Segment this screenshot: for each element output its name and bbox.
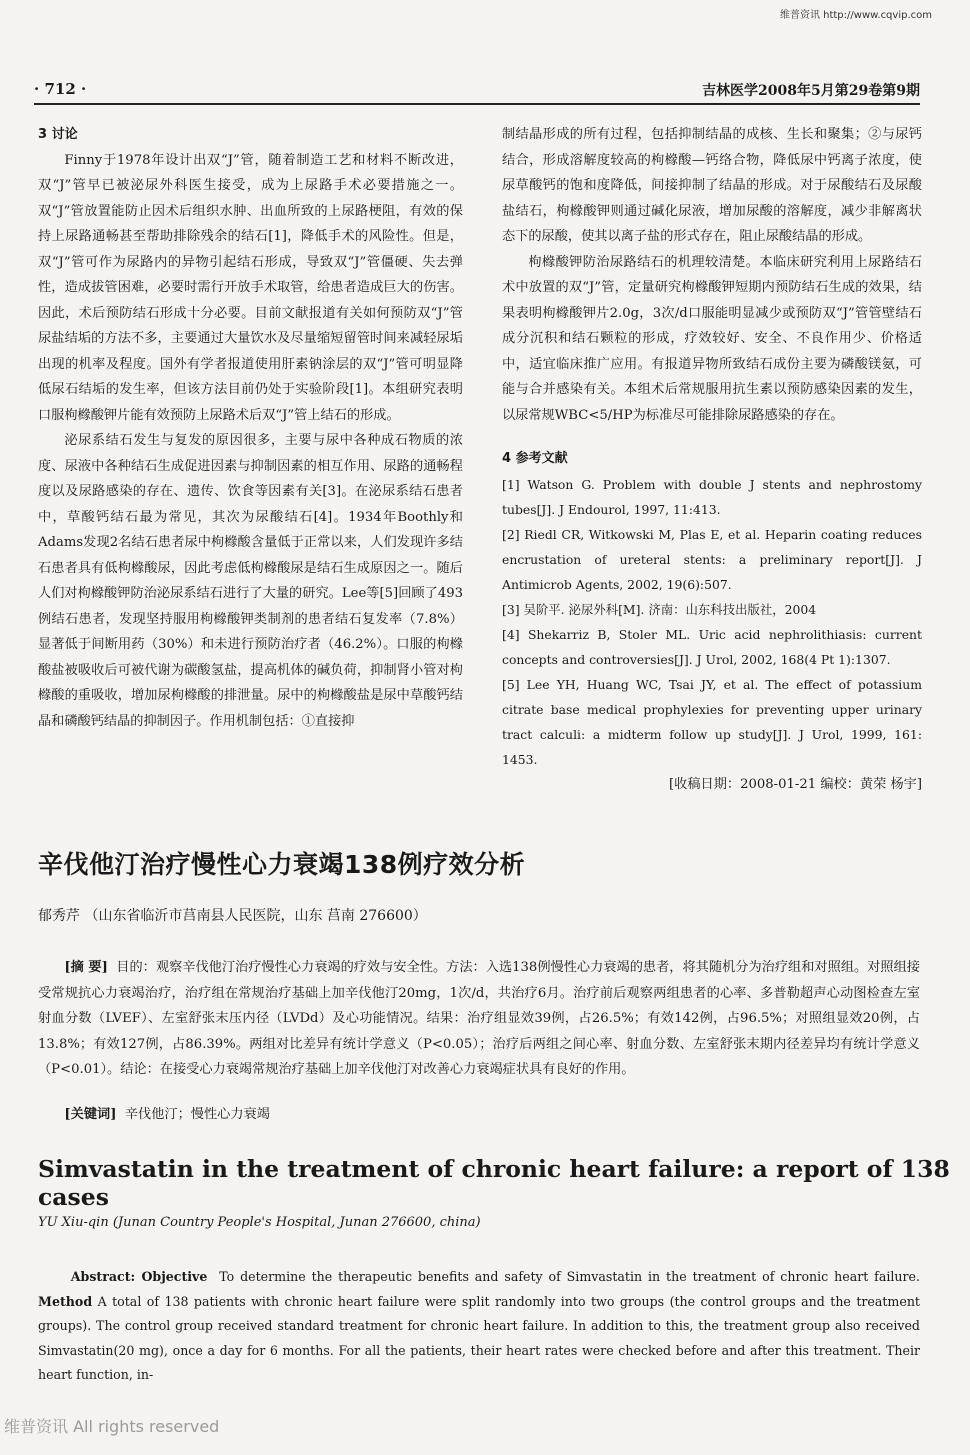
- bottom-watermark: 维普资讯 All rights reserved: [4, 1417, 220, 1436]
- keywords-cn-text: 辛伐他汀；慢性心力衰竭: [124, 1107, 270, 1122]
- article-title-en: Simvastatin in the treatment of chronic heart failure: a report of 138 cases: [38, 1155, 950, 1211]
- abstract-en: [38, 1265, 920, 1388]
- abstract-cn: [38, 955, 920, 1083]
- abstract-en-label: Abstract: Objective: [70, 1269, 208, 1284]
- reference-item: [1] Watson G. Problem with double J stents and nephrostomy tubes[J]. J Endourol, 1997, 11:413.: [502, 476, 922, 517]
- author-affiliation-cn: 郁秀芹 （山东省临沂市莒南县人民医院，山东 莒南 276600）: [38, 908, 427, 924]
- section-heading-references: 4 参考文献: [502, 451, 568, 466]
- left-column: [38, 122, 463, 734]
- abstract-en-objective: To determine the therapeutic benefits and safety of Simvastatin in the treatment of chronic heart failure.: [219, 1269, 920, 1284]
- abstract-en-method-label: Method: [38, 1293, 93, 1309]
- section-heading-discussion: 3 讨论: [38, 127, 78, 142]
- reference-item: [4] Shekarriz B, Stoler ML. Uric acid nephrolithiasis: current concepts and controversies[J]. J Urol, 2002, 168(4 Pt 1):1307.: [502, 626, 922, 667]
- discussion-paragraph: Finny于1978年设计出双“J”管，随着制造工艺和材料不断改进，双“J”管早已被泌尿外科医生接受，成为上尿路手术必要措施之一。双“J”管放置能防止因术后组织水肿、出血所致的上尿路梗阻，有效的保持上尿路通畅甚至帮助排除残余的结石[1]，降低手术的风险性。但是，双“J”管可作为尿路内的异物引起结石形成，导致双“J”管僵硬、失去弹性，造成拔管困难，必要时需行开放手术取管，给患者造成巨大的伤害。因此，术后预防结石形成十分必要。目前文献报道有关如何预防双“J”管尿盐结垢的方法不多，主要通过大量饮水及尽量缩短留管时间来减轻尿垢出现的机率及程度。国外有学者报道使用肝素钠涂层的双“J”管可明显降低尿石结垢的发生率，但该方法目前仍处于实验阶段[1]。本组研究表明口服枸橼酸钾片能有效预防上尿路术后双“J”管上结石的形成。: [38, 152, 463, 423]
- site-watermark: 维普资讯 http://www.cqvip.com: [779, 10, 932, 21]
- receipt-date: [收稿日期：2008-01-21 编校：黄荣 杨宇]: [669, 776, 922, 792]
- article-title-cn: 辛伐他汀治疗慢性心力衰竭138例疗效分析: [38, 850, 526, 879]
- abstract-cn-label: [摘 要]: [64, 960, 108, 975]
- reference-item: [3] 吴阶平. 泌尿外科[M]. 济南：山东科技出版社，2004: [502, 601, 817, 617]
- keywords-cn: [38, 1103, 920, 1122]
- author-affiliation-en: YU Xiu-qin (Junan Country People's Hospital, Junan 276600, china): [38, 1215, 481, 1230]
- discussion-paragraph: 泌尿系结石发生与复发的原因很多，主要与尿中各种成石物质的浓度、尿液中各种结石生成促进因素与抑制因素的相互作用、尿路的通畅程度以及尿路感染的存在、遗传、饮食等因素有关[3]。在泌尿系结石患者中，草酸钙结石最为常见，其次为尿酸结石[4]。1934年Boothly和Adams发现2名结石患者尿中枸橼酸含量低于正常以来，人们发现许多结石患者具有低枸橼酸尿，因此考虑低枸橼酸尿是结石生成原因之一。随后人们对枸橼酸钾防治泌尿系结石进行了大量的研究。Lee等[5]回顾了493例结石患者，发现坚持服用枸橼酸钾类制剂的患者结石复发率（7.8%）显著低于间断用药（30%）和未进行预防治疗者（46.2%）。口服的枸橼酸盐被吸收后可被代谢为碳酸氢盐，提高机体的碱负荷，抑制肾小管对枸橼酸的重吸收，增加尿枸橼酸的排泄量。尿中的枸橼酸盐是尿中草酸钙结晶和磷酸钙结晶的抑制因子。作用机制包括：①直接抑: [38, 433, 463, 729]
- discussion-paragraph: 枸橼酸钾防治尿路结石的机理较清楚。本临床研究利用上尿路结石术中放置的双“J”管，定量研究枸橼酸钾短期内预防结石生成的效果，结果表明枸橼酸钾片2.0g，3次/d口服能明显减少或预防双“J”管管壁结石成分沉积和结石颗粒的形成，疗效较好、安全、不良作用少、价格适中，适宜临床推广应用。有报道异物所致结石成份主要为磷酸镁氨，可能与合并感染有关。本组术后常规服用抗生素以预防感染因素的发生，以尿常规WBC<5/HP为标准尽可能排除尿路感染的存在。: [502, 254, 922, 423]
- abstract-cn-text: 目的：观察辛伐他汀治疗慢性心力衰竭的疗效与安全性。方法：入选138例慢性心力衰竭的患者，将其随机分为治疗组和对照组。对照组接受常规抗心力衰竭治疗，治疗组在常规治疗基础上加辛伐他汀20mg，1次/d，共治疗6月。治疗前后观察两组患者的心率、多普勒超声心动图检查左室射血分数（LVEF）、左室舒张末压内径（LVDd）及心功能情况。结果：治疗组显效39例，占26.5%；有效142例，占96.5%；对照组显效20例，占13.8%；有效127例，占86.39%。两组对比差异有统计学意义（P<0.05）；治疗后两组之间心率、射血分数、左室舒张末期内径差异均有统计学意义（P<0.01）。结论：在接受心力衰竭常规治疗基础上加辛伐他汀对改善心力衰竭症状具有良好的作用。: [38, 960, 920, 1077]
- reference-item: [2] Riedl CR, Witkowski M, Plas E, et al. Heparin coating reduces encrustation of ureteral stents: a preliminary report[J]. J Antimicrob Agents, 2002, 19(6):507.: [502, 526, 922, 592]
- reference-item: [5] Lee YH, Huang WC, Tsai JY, et al. The effect of potassium citrate base medical prophylexies for preventing upper urinary tract calculi: a midterm follow up study[J]. J Urol, 1999, 161: 1453.: [502, 676, 922, 767]
- abstract-en-method: A total of 138 patients with chronic heart failure were split randomly into two groups (the control groups and the treatment groups). The control group received standard treatment for chronic heart failure. In addition to this, the treatment group also received Simvastatin(20 mg), once a day for 6 months. For all the patients, their heart rates were checked before and after this treatment. Their heart function, in-: [38, 1293, 920, 1382]
- journal-info: 吉林医学2008年5月第29卷第9期: [702, 83, 920, 99]
- right-column: [502, 122, 922, 797]
- discussion-paragraph: 制结晶形成的所有过程，包括抑制结晶的成核、生长和聚集；②与尿钙结合，形成溶解度较高的枸橼酸—钙络合物，降低尿中钙离子浓度，使尿草酸钙的饱和度降低，间接抑制了结晶的形成。对于尿酸结石及尿酸盐结石，枸橼酸钾则通过碱化尿液，增加尿酸的溶解度，减少非解离状态下的尿酸，使其以离子盐的形式存在，阻止尿酸结晶的形成。: [502, 127, 922, 244]
- page-number: · 712 ·: [34, 80, 87, 98]
- keywords-cn-label: [关键词]: [64, 1107, 117, 1122]
- header-rule: [34, 103, 920, 105]
